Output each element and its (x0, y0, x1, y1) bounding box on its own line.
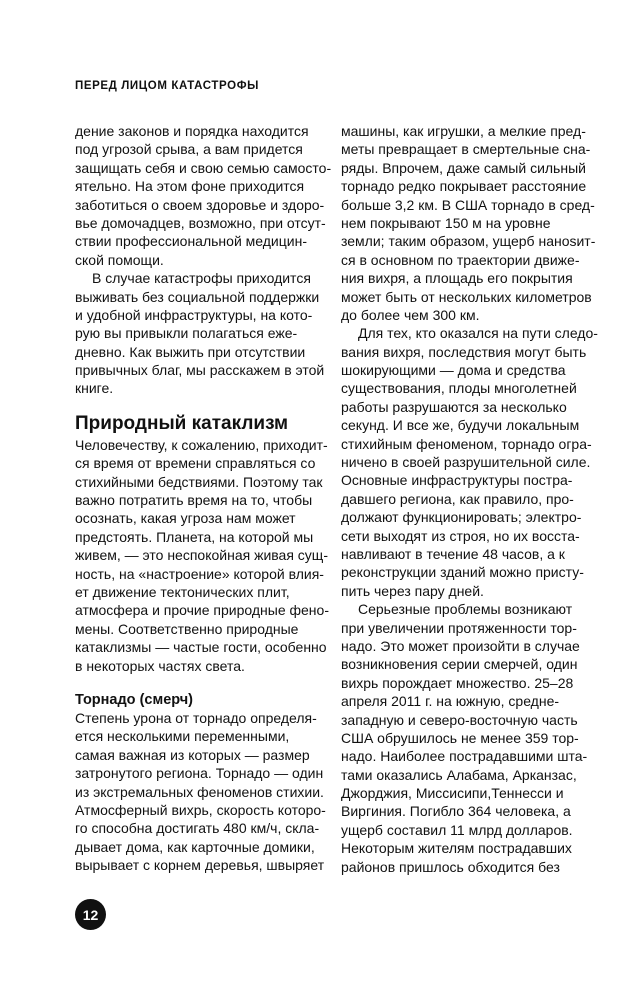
text-line: возникновения серии смерчей, один (341, 656, 578, 673)
text-line: мены. Соответственно природные (75, 620, 299, 637)
text-line: ущерб составил 11 млрд долларов. (341, 821, 573, 838)
text-line: живем, — это неспокойная живая сущ- (75, 547, 328, 564)
text-line: катаклизмы — частые гости, особенно (75, 639, 327, 656)
paragraph (341, 600, 589, 876)
text-line: книге. (75, 380, 114, 397)
text-line: и удобной инфраструктуры, на кото- (75, 306, 313, 323)
text-line: надо. Это может произойти в случае (341, 637, 580, 654)
paragraph (75, 122, 332, 269)
text-line: важно потратить время на то, чтобы (75, 492, 313, 509)
text-line: ет движение тектонических плит, (75, 583, 290, 600)
text-line: западную и северо-восточную часть (341, 711, 578, 728)
text-line: дение законов и порядка находится (75, 123, 309, 139)
text-line: привычных благ, мы расскажем в этой (75, 362, 325, 379)
text-line: осознать, какая угроза нам может (75, 510, 296, 527)
text-line: предстоять. Планета, на которой мы (75, 528, 314, 545)
text-line: Атмосферный вихрь, скорость которо- (75, 801, 326, 818)
text-line: больше 3,2 км. В США торнадо в сред- (341, 196, 595, 213)
text-line: вырывает с корнем деревья, швыряет (75, 857, 325, 874)
right-column (341, 122, 598, 876)
text-line: пить через пару дней. (341, 582, 484, 599)
text-line: Виргиния. Погибло 364 человека, а (341, 803, 571, 820)
text-line: вихрь порождает множество. 25–28 (341, 674, 574, 691)
paragraph (75, 709, 326, 875)
text-line: ния вихря, а площадь его покрытия (341, 270, 573, 287)
text-line: дневно. Как выжить при отсутствии (75, 343, 306, 360)
paragraph (341, 122, 596, 324)
text-line: вания вихря, последствия могут быть (341, 343, 587, 360)
text-line: в некоторых частях света. (75, 657, 245, 674)
text-line: реконструкции зданий можно присту- (341, 564, 584, 581)
text-line: стихийными бедствиями. Поэтому так (75, 473, 323, 490)
text-line: ся в основном по траектории движе- (341, 251, 580, 268)
text-line: ся время от времени справляться со (75, 455, 316, 472)
text-line: вье домочадцев, возможно, при отсут- (75, 214, 326, 231)
text-line: может быть от нескольких километров (341, 288, 592, 305)
paragraph (75, 269, 323, 398)
text-line: районов пришлось обходится без (341, 858, 560, 875)
text-line: самая важная из которых — размер (75, 746, 310, 763)
text-line: ятельно. На этом фоне приходится (75, 178, 305, 195)
text-line: го способна достигать 480 км/ч, скла- (75, 820, 320, 837)
text-line: США обрушилось не менее 359 тор- (341, 729, 579, 746)
left-column (75, 122, 332, 874)
text-line: затронутого региона. Торнадо — один (75, 765, 324, 782)
text-line: ность, на «настроение» которой влия- (75, 565, 324, 582)
text-line: апреля 2011 г. на южную, средне- (341, 693, 560, 710)
text-line: ется несколькими переменными, (75, 728, 290, 745)
page-number: 12 (75, 899, 106, 930)
text-line: ствии профессиональной медицин- (75, 233, 307, 250)
text-line: Серьезные проблемы возникают (358, 601, 573, 618)
text-line: выживать без социальной поддержки (75, 288, 320, 305)
text-line: шокирующими — дома и средства (341, 362, 566, 379)
text-line: тами оказались Алабама, Арканзас, (341, 766, 577, 783)
text-line: должают функционировать; электро- (341, 509, 582, 526)
text-line: ряды. Впрочем, даже самый сильный (341, 159, 586, 176)
text-line: навливают в течение 48 часов, а к (341, 545, 565, 562)
text-line: защищать себя и свою семью самосто- (75, 159, 332, 176)
text-line: секунд. И все же, будучи локальным (341, 417, 580, 434)
text-line: до более чем 300 км. (341, 306, 480, 323)
text-line: меты превращает в смертельные сна- (341, 141, 591, 158)
text-line: ничено в своей разрушительной силе. (341, 454, 591, 471)
text-line: давшего региона, как правило, про- (341, 490, 574, 507)
text-line: ской помощи. (75, 251, 164, 268)
paragraph (341, 324, 598, 600)
text-line: сети выходят из строя, но их восста- (341, 527, 580, 544)
running-header: ПЕРЕД ЛИЦОМ КАТАСТРОФЫ (75, 80, 259, 92)
text-line: В случае катастрофы приходится (92, 270, 311, 287)
text-line: торнадо редко покрывает расстояние (341, 178, 587, 195)
text-line: существования, плоды многолетней (341, 380, 577, 397)
text-line: машины, как игрушки, а мелкие пред- (341, 123, 586, 139)
text-line: Степень урона от торнадо определя- (75, 709, 317, 726)
text-line: Человечеству, к сожалению, приходит- (75, 436, 328, 453)
text-line: надо. Наиболее пострадавшими шта- (341, 748, 588, 765)
text-line: при увеличении протяженности тор- (341, 619, 577, 636)
subsection-heading: Торнадо (смерч) (75, 691, 193, 708)
text-line: Некоторым жителям пострадавших (341, 840, 572, 857)
text-line: из экстремальных феноменов стихии. (75, 783, 324, 800)
text-line: стихийным феноменом, торнадо огра- (341, 435, 592, 452)
text-line: Джорджия, Миссисипи,Теннесси и (341, 785, 564, 802)
text-line: Для тех, кто оказался на пути следо- (358, 325, 598, 342)
text-line: дывает дома, как карточные домики, (75, 838, 315, 855)
text-line: нем покрывают 150 м на уровне (341, 214, 551, 231)
text-line: работы разрушаются за несколько (341, 398, 567, 415)
text-line: под угрозой срыва, а вам придется (75, 141, 303, 158)
section-heading: Природный катаклизм (75, 412, 289, 434)
text-line: земли; таким образом, ущерб нанosит- (341, 233, 596, 250)
paragraph (75, 436, 329, 675)
text-line: заботиться о своем здоровье и здоро- (75, 196, 325, 213)
text-line: атмосфера и прочие природные фено- (75, 602, 329, 619)
text-line: Основные инфраструктуры постра- (341, 472, 573, 489)
text-line: рую вы привыкли полагаться еже- (75, 325, 298, 342)
